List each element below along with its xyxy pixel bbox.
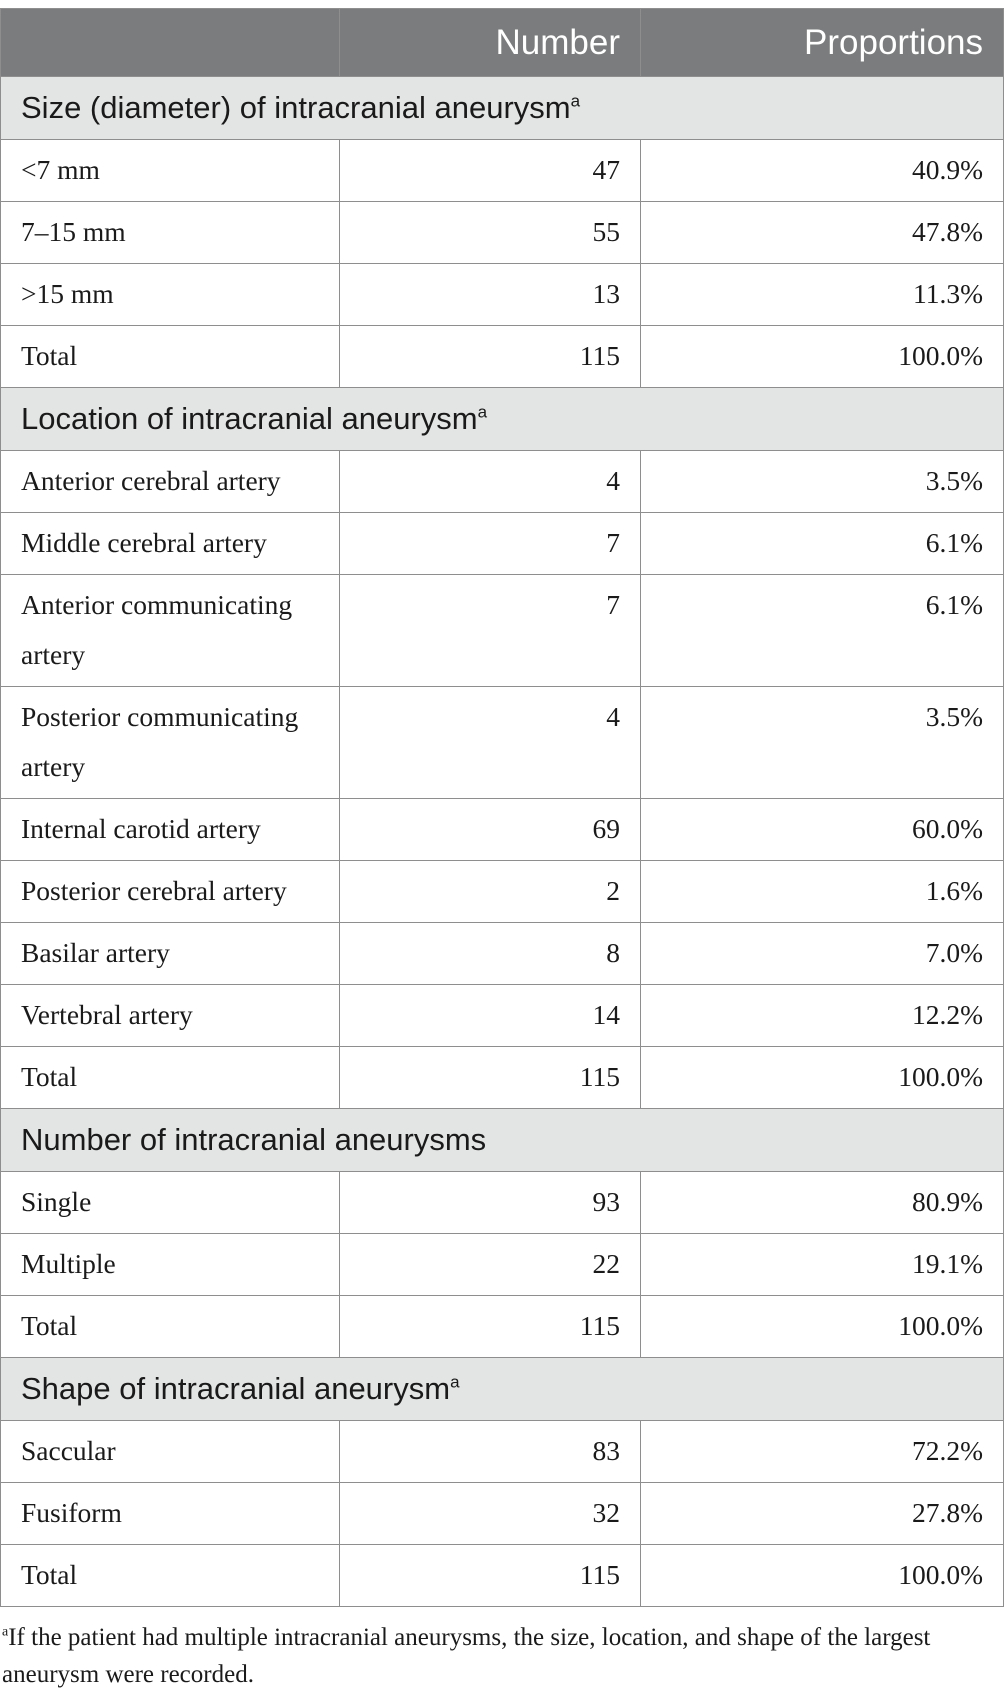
header-row — [1, 9, 1004, 77]
row-number: 22 — [340, 1234, 641, 1296]
row-label: Single — [1, 1172, 340, 1234]
row-number: 14 — [340, 985, 641, 1047]
row-number: 83 — [340, 1421, 641, 1483]
row-proportion: 7.0% — [641, 923, 1004, 985]
row-proportion: 12.2% — [641, 985, 1004, 1047]
row-number: 32 — [340, 1483, 641, 1545]
header-number: Number — [340, 9, 641, 77]
row-proportion: 3.5% — [641, 687, 1004, 799]
section-title — [1, 77, 1004, 140]
section-header-row — [1, 1358, 1004, 1421]
row-label: Total — [1, 1047, 340, 1109]
row-proportion: 19.1% — [641, 1234, 1004, 1296]
footnote-marker: a — [477, 402, 488, 422]
section-title-text: Size (diameter) of intracranial aneurysm — [21, 90, 571, 125]
table-footnote — [0, 1619, 1002, 1693]
row-number: 4 — [340, 687, 641, 799]
header-proportions: Proportions — [641, 9, 1004, 77]
row-label: Posterior cerebral artery — [1, 861, 340, 923]
row-number: 7 — [340, 513, 641, 575]
section-title-text: Number of intracranial aneurysms — [21, 1122, 487, 1157]
table-row — [1, 985, 1004, 1047]
row-label: Anterior communicating artery — [1, 575, 340, 687]
aneurysm-characteristics-table — [0, 8, 1004, 1607]
table-row — [1, 326, 1004, 388]
table-body — [1, 77, 1004, 1607]
row-number: 115 — [340, 326, 641, 388]
row-label: Anterior cerebral artery — [1, 451, 340, 513]
row-label: Multiple — [1, 1234, 340, 1296]
row-label: Vertebral artery — [1, 985, 340, 1047]
table-row — [1, 923, 1004, 985]
row-label: Posterior communicating artery — [1, 687, 340, 799]
section-header-row — [1, 77, 1004, 140]
footnote-marker: a — [450, 1372, 460, 1392]
row-proportion: 11.3% — [641, 264, 1004, 326]
table-row — [1, 861, 1004, 923]
section-title — [1, 1109, 1004, 1172]
table-row — [1, 1421, 1004, 1483]
row-proportion: 47.8% — [641, 202, 1004, 264]
row-proportion: 40.9% — [641, 140, 1004, 202]
row-number: 69 — [340, 799, 641, 861]
row-number: 115 — [340, 1296, 641, 1358]
row-label: <7 mm — [1, 140, 340, 202]
row-label: Total — [1, 1296, 340, 1358]
section-header-row — [1, 1109, 1004, 1172]
section-title — [1, 1358, 1004, 1421]
footnote-marker: a — [2, 1624, 9, 1640]
footnote-marker: a — [570, 91, 581, 111]
table-row — [1, 140, 1004, 202]
row-label: Saccular — [1, 1421, 340, 1483]
row-label: 7–15 mm — [1, 202, 340, 264]
table-row — [1, 264, 1004, 326]
row-number: 115 — [340, 1545, 641, 1607]
row-number: 2 — [340, 861, 641, 923]
row-proportion: 27.8% — [641, 1483, 1004, 1545]
row-proportion: 100.0% — [641, 1296, 1004, 1358]
row-proportion: 6.1% — [641, 575, 1004, 687]
table-header — [1, 9, 1004, 77]
row-number: 93 — [340, 1172, 641, 1234]
row-proportion: 60.0% — [641, 799, 1004, 861]
section-header-row — [1, 388, 1004, 451]
row-label: Total — [1, 1545, 340, 1607]
row-number: 8 — [340, 923, 641, 985]
table-row — [1, 1545, 1004, 1607]
table-row — [1, 1296, 1004, 1358]
table-page — [0, 8, 1003, 1693]
section-title-text: Location of intracranial aneurysm — [21, 401, 478, 436]
table-row — [1, 202, 1004, 264]
table-row — [1, 451, 1004, 513]
table-row — [1, 513, 1004, 575]
row-proportion: 100.0% — [641, 326, 1004, 388]
row-label: Internal carotid artery — [1, 799, 340, 861]
table-row — [1, 687, 1004, 799]
header-label-cell — [1, 9, 340, 77]
row-number: 115 — [340, 1047, 641, 1109]
section-title — [1, 388, 1004, 451]
row-number: 55 — [340, 202, 641, 264]
row-number: 47 — [340, 140, 641, 202]
row-proportion: 100.0% — [641, 1545, 1004, 1607]
table-row — [1, 1047, 1004, 1109]
section-title-text: Shape of intracranial aneurysm — [21, 1371, 451, 1406]
row-label: Middle cerebral artery — [1, 513, 340, 575]
row-proportion: 72.2% — [641, 1421, 1004, 1483]
row-label: Basilar artery — [1, 923, 340, 985]
table-row — [1, 799, 1004, 861]
row-proportion: 100.0% — [641, 1047, 1004, 1109]
row-proportion: 80.9% — [641, 1172, 1004, 1234]
table-row — [1, 1172, 1004, 1234]
table-row — [1, 575, 1004, 687]
row-number: 13 — [340, 264, 641, 326]
row-proportion: 6.1% — [641, 513, 1004, 575]
row-number: 7 — [340, 575, 641, 687]
table-row — [1, 1483, 1004, 1545]
row-label: Total — [1, 326, 340, 388]
footnote-text: If the patient had multiple intracranial aneurysms, the size, location, and shape of the largest aneurysm were recorded. — [2, 1624, 931, 1688]
row-number: 4 — [340, 451, 641, 513]
row-proportion: 1.6% — [641, 861, 1004, 923]
row-proportion: 3.5% — [641, 451, 1004, 513]
row-label: >15 mm — [1, 264, 340, 326]
table-row — [1, 1234, 1004, 1296]
row-label: Fusiform — [1, 1483, 340, 1545]
